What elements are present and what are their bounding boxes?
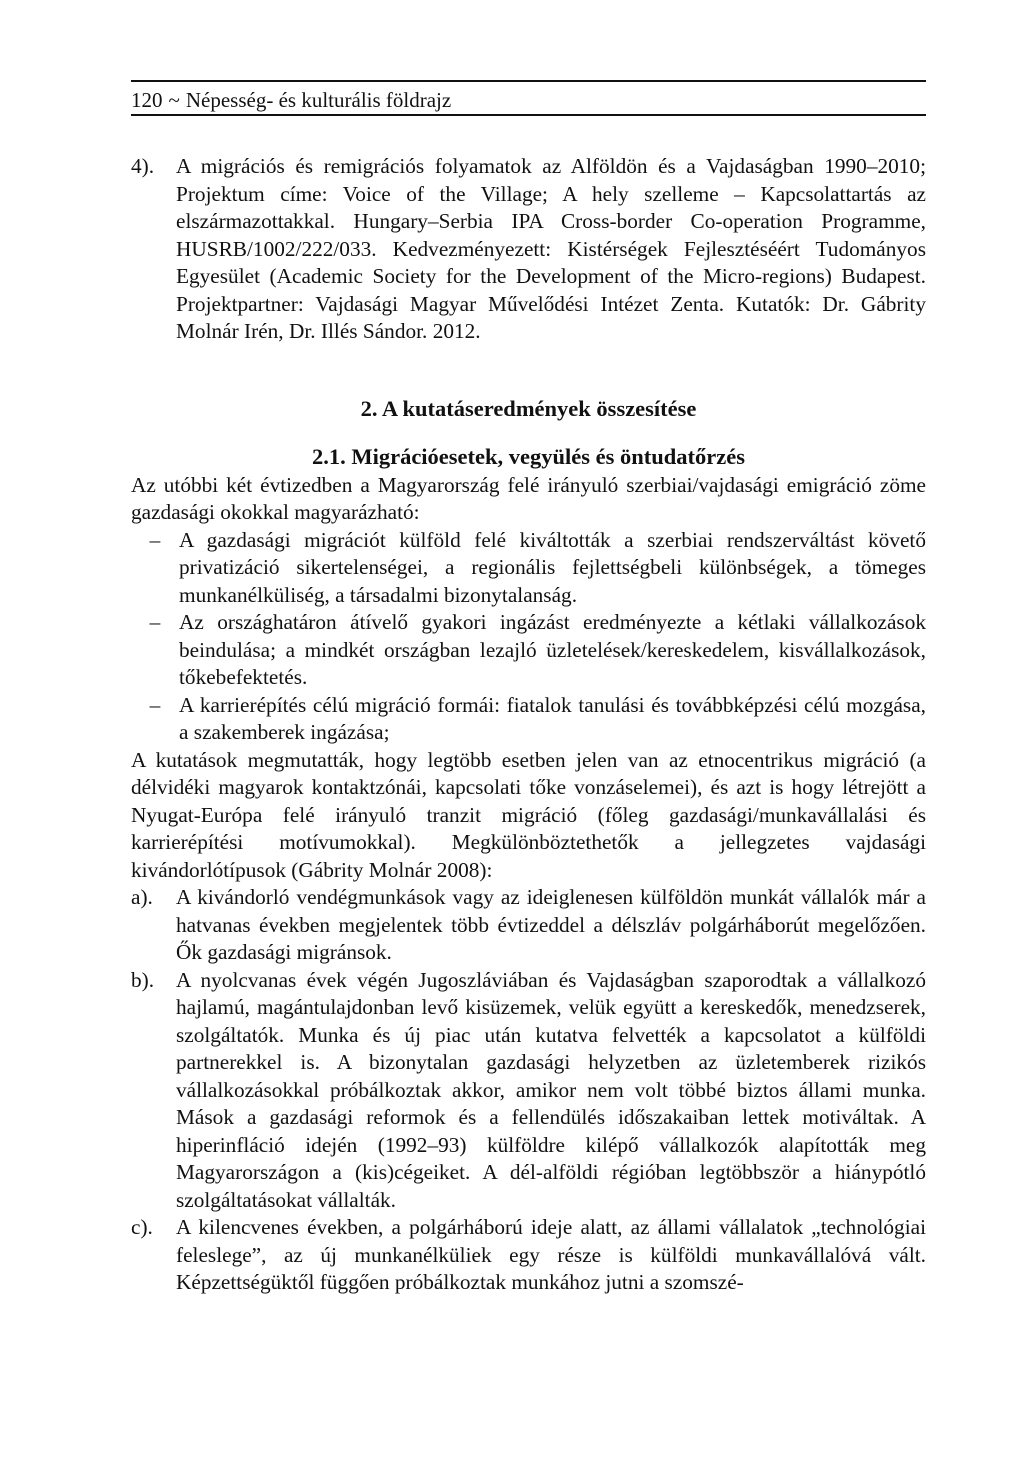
- intro-paragraph: Az utóbbi két évtizedben a Magyarország felé irányuló szerbiai/vajdasági emigráció zöme gazdasági okokkal magyarázható:: [131, 472, 926, 524]
- page-body: [131, 153, 926, 1297]
- list-item-text: A gazdasági migrációt külföld felé kiváltották a szerbiai rendszerváltást követő privatizáció sikertelenségei, a regionális fejlettségbeli különbségek, a tömeges munkanélküliség, a társadalmi bizonytalanság.: [179, 527, 926, 607]
- bullet-dash: –: [149, 527, 161, 552]
- page-number: 120: [131, 88, 163, 112]
- chapter-title: Népesség- és kulturális földrajz: [185, 88, 452, 112]
- list-item-text: A karrierépítés célú migráció formái: fiatalok tanulási és továbbképzési célú mozgása, a szakemberek ingázása;: [179, 692, 926, 744]
- section-heading: 2. A kutatáseredmények összesítése: [360, 395, 697, 421]
- body-paragraph: A kutatások megmutatták, hogy legtöbb esetben jelen van az etnocentrikus migráció (a délvidéki magyarok kontaktzónái, kapcsolati tőke vonzáselemei), és azt is hogy létrejött a Nyugat-Európa felé irányuló tranzit migráció (főleg gazdasági/munkavállalási és karrierépítési motívumokkal). Megkülönböztethetők a jellegzetes vajdasági kivándorlótípusok (Gábrity Molnár 2008):: [131, 747, 926, 882]
- subsection-heading: 2.1. Migrációesetek, vegyülés és öntudatőrzés: [311, 443, 746, 469]
- list-item: [131, 527, 926, 610]
- typology-item: [131, 967, 926, 1215]
- header-top-rule: [131, 80, 926, 82]
- typology-text: A kivándorló vendégmunkások vagy az ideiglenesen külföldön munkát vállalók már a hatvanas években megjelentek több évtizeddel a délszláv polgárháborút megelőzően. Ők gazdasági migránsok.: [176, 885, 926, 964]
- running-header: [131, 88, 925, 112]
- typology-marker: a).: [131, 885, 153, 909]
- reference-text: A migrációs és remigrációs folyamatok az Alföldön és a Vajdaságban 1990–2010; Projektum címe: Voice of the Village; A hely szelleme – Kapcsolattartás az elszármazottakkal. Hungary–Serbia IPA Cross-border Co-operation Programme, HUSRB/1002/222/033. Kedvezményezett: Kistérségek Fejlesztéséért Tudományos Egyesület (Academic Society for the Development of the Micro-regions) Budapest. Projektpartner: Vajdasági Magyar Művelődési Intézet Zenta. Kutatók: Dr. Gábrity Molnár Irén, Dr. Illés Sándor. 2012.: [176, 154, 926, 343]
- list-item: [131, 609, 926, 692]
- list-item-text: Az országhatáron átívelő gyakori ingázást eredményezte a kétlaki vállalkozások beindulása; a mindkét országban lezajló üzletelések/kereskedelem, kisvállalkozások, tőkebefektetés.: [179, 610, 926, 689]
- list-item: [131, 692, 926, 747]
- typology-marker: c).: [131, 1215, 153, 1239]
- typology-marker: b).: [131, 967, 155, 992]
- reference-note: [131, 153, 926, 346]
- typology-text: A kilencvenes években, a polgárháború ideje alatt, az állami vállalatok „technológiai feleslege”, az új munkanélküliek egy része is külföldi munkavállalóvá vált. Képzettségüktől függően próbálkoztak munkához jutni a szomszé-: [176, 1215, 926, 1294]
- reference-number: 4).: [131, 154, 155, 178]
- header-bottom-rule: [131, 114, 926, 116]
- bullet-dash: –: [149, 610, 161, 634]
- bullet-dash: –: [149, 692, 161, 717]
- typology-item: [131, 884, 926, 967]
- header-separator: ~: [168, 88, 180, 112]
- typology-item: [131, 1214, 926, 1297]
- typology-text: A nyolcvanas évek végén Jugoszláviában és Vajdaságban szaporodtak a vállalkozó hajlamú, magántulajdonban levő kisüzemek, velük együtt a kereskedők, menedzserek, szolgáltatók. Munka és új piac után kutatva felvették a kapcsolatot a külföldi partnerekkel is. A bizonytalan gazdasági helyzetben az üzletemberek rizikós vállalkozásokkal próbálkoztak akkor, amikor nem volt többé biztos állami munka. Mások a gazdasági reformok és a fellendülés időszakaiban lettek motiváltak. A hiperinfláció idején (1992–93) külföldre kilépő vállalkozók alapították meg Magyarországon a (kis)cégeiket. A dél-alföldi régióban legtöbbször a hiánypótló szolgáltatásokat vállalták.: [176, 967, 926, 1212]
